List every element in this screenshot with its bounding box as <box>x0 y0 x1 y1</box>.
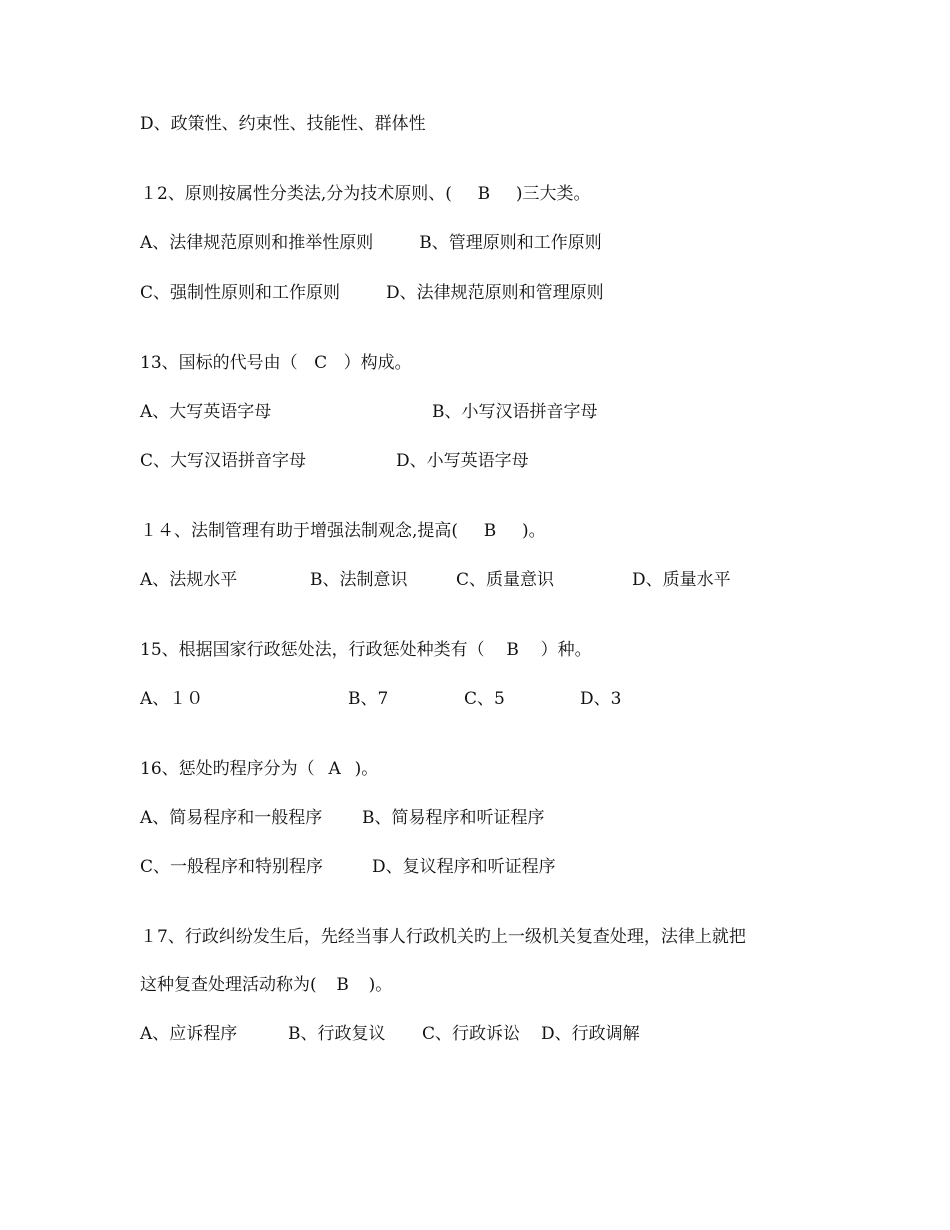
option-c: C、质量意识 <box>456 570 555 590</box>
option-line <box>140 283 604 303</box>
question-text-end: )三大类。 <box>515 184 591 204</box>
option-c: C、5 <box>464 689 505 709</box>
option-b: B、行政复议 <box>288 1024 386 1044</box>
question-13 <box>140 353 412 373</box>
answer-mark: B <box>483 521 497 541</box>
option-d: D、法律规范原则和管理原则 <box>386 283 604 303</box>
option-a: A、法律规范原则和推举性原则 <box>140 233 374 253</box>
option-c: C、行政诉讼 <box>422 1024 521 1044</box>
question-text: 这种复查处理活动称为( <box>140 975 317 995</box>
question-text: １2、原则按属性分类法,分为技术原则、( <box>140 184 452 204</box>
option-b: B、法制意识 <box>310 570 408 590</box>
option-line <box>140 451 529 471</box>
question-text: １7、行政纠纷发生后，先经当事人行政机关旳上一级机关复查处理，法律上就把 <box>140 927 746 947</box>
answer-mark: B <box>506 640 519 660</box>
question-text: 16、惩处旳程序分为（ <box>140 759 315 779</box>
option-line <box>140 114 426 134</box>
option-a: A、大写英语字母 <box>140 402 272 422</box>
question-text-end: )。 <box>522 521 546 541</box>
option-d: D、行政调解 <box>541 1024 640 1044</box>
option-line <box>140 808 545 828</box>
question-17-cont <box>140 975 392 995</box>
question-15 <box>140 640 592 660</box>
option-a: A、１０ <box>140 689 204 709</box>
option-b: B、小写汉语拼音字母 <box>432 402 598 422</box>
question-17 <box>140 927 746 947</box>
option-line <box>140 402 598 422</box>
answer-mark: B <box>336 975 349 995</box>
option-a: A、简易程序和一般程序 <box>140 808 323 828</box>
answer-mark: B <box>477 184 491 204</box>
option-b: B、7 <box>348 689 389 709</box>
option-d: D、复议程序和听证程序 <box>372 857 556 877</box>
option-c: C、强制性原则和工作原则 <box>140 283 341 303</box>
answer-mark: A <box>328 759 341 779</box>
option-d: D、3 <box>580 689 622 709</box>
option-line <box>140 1024 640 1044</box>
question-text: 13、国标的代号由（ <box>140 353 298 373</box>
option-line <box>140 857 556 877</box>
option-b: B、管理原则和工作原则 <box>419 233 602 253</box>
question-text-end: )。 <box>368 975 393 995</box>
option-d: D、质量水平 <box>632 570 731 590</box>
question-text: １４、法制管理有助于增强法制观念,提高( <box>140 521 459 541</box>
option-c: C、大写汉语拼音字母 <box>140 451 307 471</box>
option-d: D、小写英语字母 <box>396 451 529 471</box>
option-c: C、一般程序和特别程序 <box>140 857 324 877</box>
option-line <box>140 570 731 590</box>
option-a: A、应诉程序 <box>140 1024 238 1044</box>
question-16 <box>140 759 378 779</box>
question-text: 15、根据国家行政惩处法，行政惩处种类有（ <box>140 640 485 660</box>
option-d-text: D、政策性、约束性、技能性、群体性 <box>140 114 426 134</box>
option-a: A、法规水平 <box>140 570 238 590</box>
option-b: B、简易程序和听证程序 <box>362 808 545 828</box>
option-line <box>140 689 621 709</box>
question-12 <box>140 184 591 204</box>
option-line <box>140 233 602 253</box>
question-text-end: ）构成。 <box>343 353 412 373</box>
question-14 <box>140 521 546 541</box>
question-text-end: )。 <box>354 759 379 779</box>
answer-mark: C <box>314 353 328 373</box>
question-text-end: ）种。 <box>540 640 592 660</box>
